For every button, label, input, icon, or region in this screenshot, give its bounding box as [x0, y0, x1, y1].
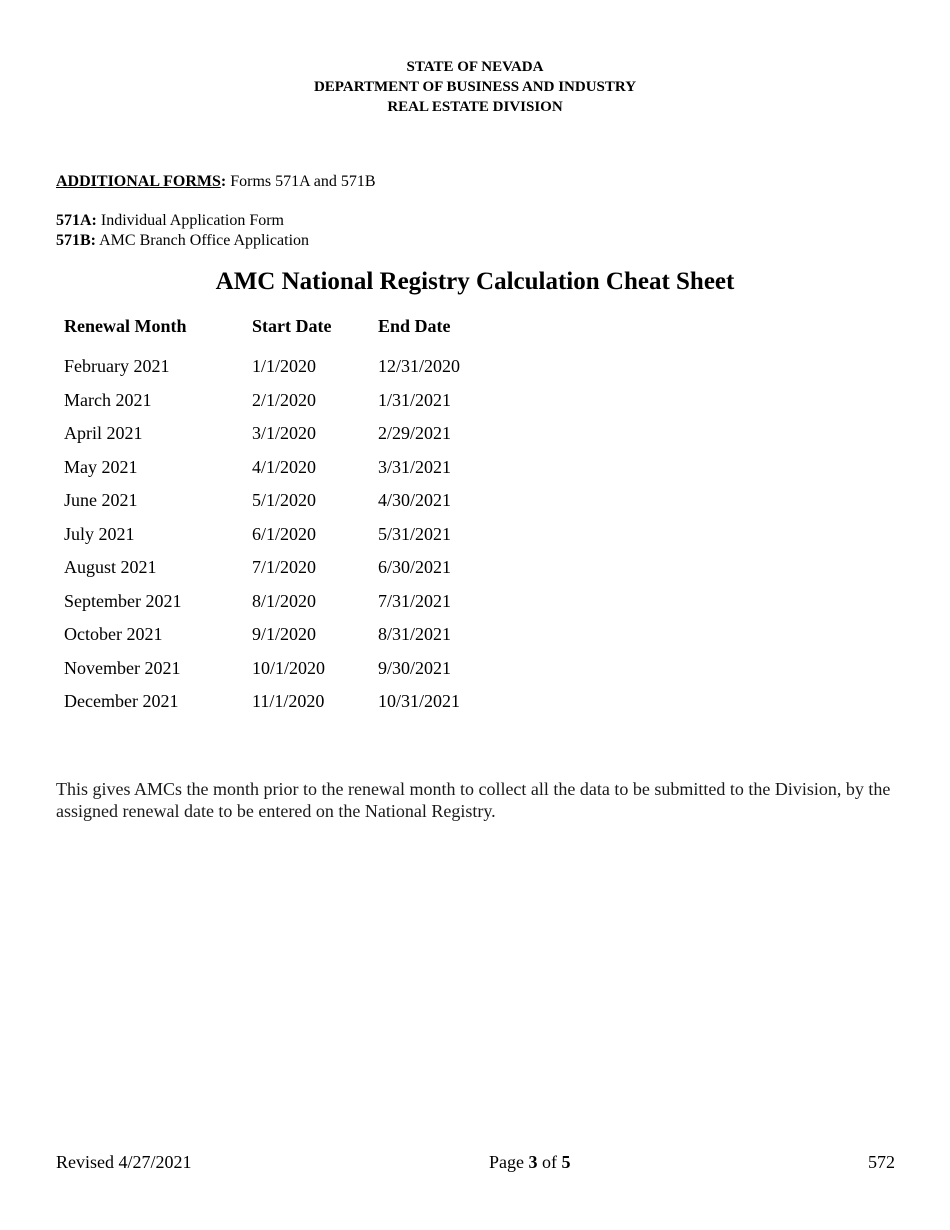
cell-renewal-month: March 2021	[64, 389, 152, 410]
table-row	[56, 551, 496, 585]
cell-renewal-month: June 2021	[64, 490, 138, 511]
cell-renewal-month: April 2021	[64, 423, 143, 444]
cell-end-date: 4/30/2021	[378, 490, 452, 511]
cell-renewal-month: October 2021	[64, 624, 163, 645]
table-row	[56, 484, 496, 518]
form-number: 572	[868, 1152, 895, 1172]
cell-start-date: 10/1/2020	[252, 657, 326, 678]
cell-start-date: 5/1/2020	[252, 490, 317, 511]
cell-renewal-month: May 2021	[64, 456, 138, 477]
table-row	[56, 618, 496, 652]
cell-start-date: 4/1/2020	[252, 456, 317, 477]
cell-end-date: 5/31/2021	[378, 523, 452, 544]
cell-start-date: 11/1/2020	[252, 691, 325, 712]
additional-forms-text: Forms 571A and 571B	[230, 173, 376, 190]
cell-start-date: 7/1/2020	[252, 557, 317, 578]
cell-renewal-month: July 2021	[64, 523, 135, 544]
additional-forms-colon: :	[220, 173, 227, 190]
form-code: 571B:	[56, 232, 96, 249]
table-spacer	[56, 340, 496, 350]
page-footer	[56, 1152, 895, 1173]
revised-date: Revised 4/27/2021	[56, 1152, 192, 1172]
header-start-date: Start Date	[252, 315, 332, 336]
header-state: STATE OF NEVADA	[406, 59, 544, 75]
cell-end-date: 3/31/2021	[378, 456, 452, 477]
cell-start-date: 3/1/2020	[252, 423, 317, 444]
cell-renewal-month: February 2021	[64, 356, 170, 377]
additional-forms-label: ADDITIONAL FORMS	[56, 173, 221, 190]
cell-end-date: 9/30/2021	[378, 657, 452, 678]
table-row	[56, 518, 496, 552]
explanation-note: This gives AMCs the month prior to the renewal month to collect all the data to be submitted to the Division, by the assigned renewal date to be entered on the National Registry.	[56, 779, 891, 821]
table-row	[56, 652, 496, 686]
cell-renewal-month: August 2021	[64, 557, 157, 578]
cell-renewal-month: December 2021	[64, 691, 179, 712]
header-division: REAL ESTATE DIVISION	[387, 99, 563, 115]
cell-start-date: 9/1/2020	[252, 624, 317, 645]
table-row	[56, 417, 496, 451]
cell-start-date: 6/1/2020	[252, 523, 317, 544]
cell-renewal-month: November 2021	[64, 657, 181, 678]
cell-end-date: 10/31/2021	[378, 691, 461, 712]
table-row	[56, 350, 496, 384]
form-item	[56, 231, 309, 251]
table-row	[56, 585, 496, 619]
table-row	[56, 384, 496, 418]
form-item	[56, 211, 309, 231]
cheat-sheet-table	[56, 312, 496, 719]
page-number: Page 3 of 5	[489, 1152, 571, 1172]
cell-end-date: 7/31/2021	[378, 590, 452, 611]
cell-start-date: 1/1/2020	[252, 356, 317, 377]
cell-renewal-month: September 2021	[64, 590, 182, 611]
cell-end-date: 1/31/2021	[378, 389, 452, 410]
form-code: 571A:	[56, 212, 97, 229]
table-row	[56, 685, 496, 719]
header-end-date: End Date	[378, 315, 451, 336]
form-description: Individual Application Form	[100, 212, 284, 229]
additional-forms-line	[56, 173, 376, 191]
cell-start-date: 8/1/2020	[252, 590, 317, 611]
cell-start-date: 2/1/2020	[252, 389, 317, 410]
table-row	[56, 451, 496, 485]
table-header-row	[56, 312, 496, 340]
cell-end-date: 2/29/2021	[378, 423, 452, 444]
page-title: AMC National Registry Calculation Cheat Sheet	[215, 268, 735, 295]
cell-end-date: 8/31/2021	[378, 624, 452, 645]
header-department: DEPARTMENT OF BUSINESS AND INDUSTRY	[313, 79, 637, 95]
header-renewal-month: Renewal Month	[64, 315, 187, 336]
form-list	[56, 211, 309, 251]
cell-end-date: 6/30/2021	[378, 557, 452, 578]
document-header	[0, 57, 950, 117]
cell-end-date: 12/31/2020	[378, 356, 461, 377]
form-description: AMC Branch Office Application	[99, 232, 310, 249]
